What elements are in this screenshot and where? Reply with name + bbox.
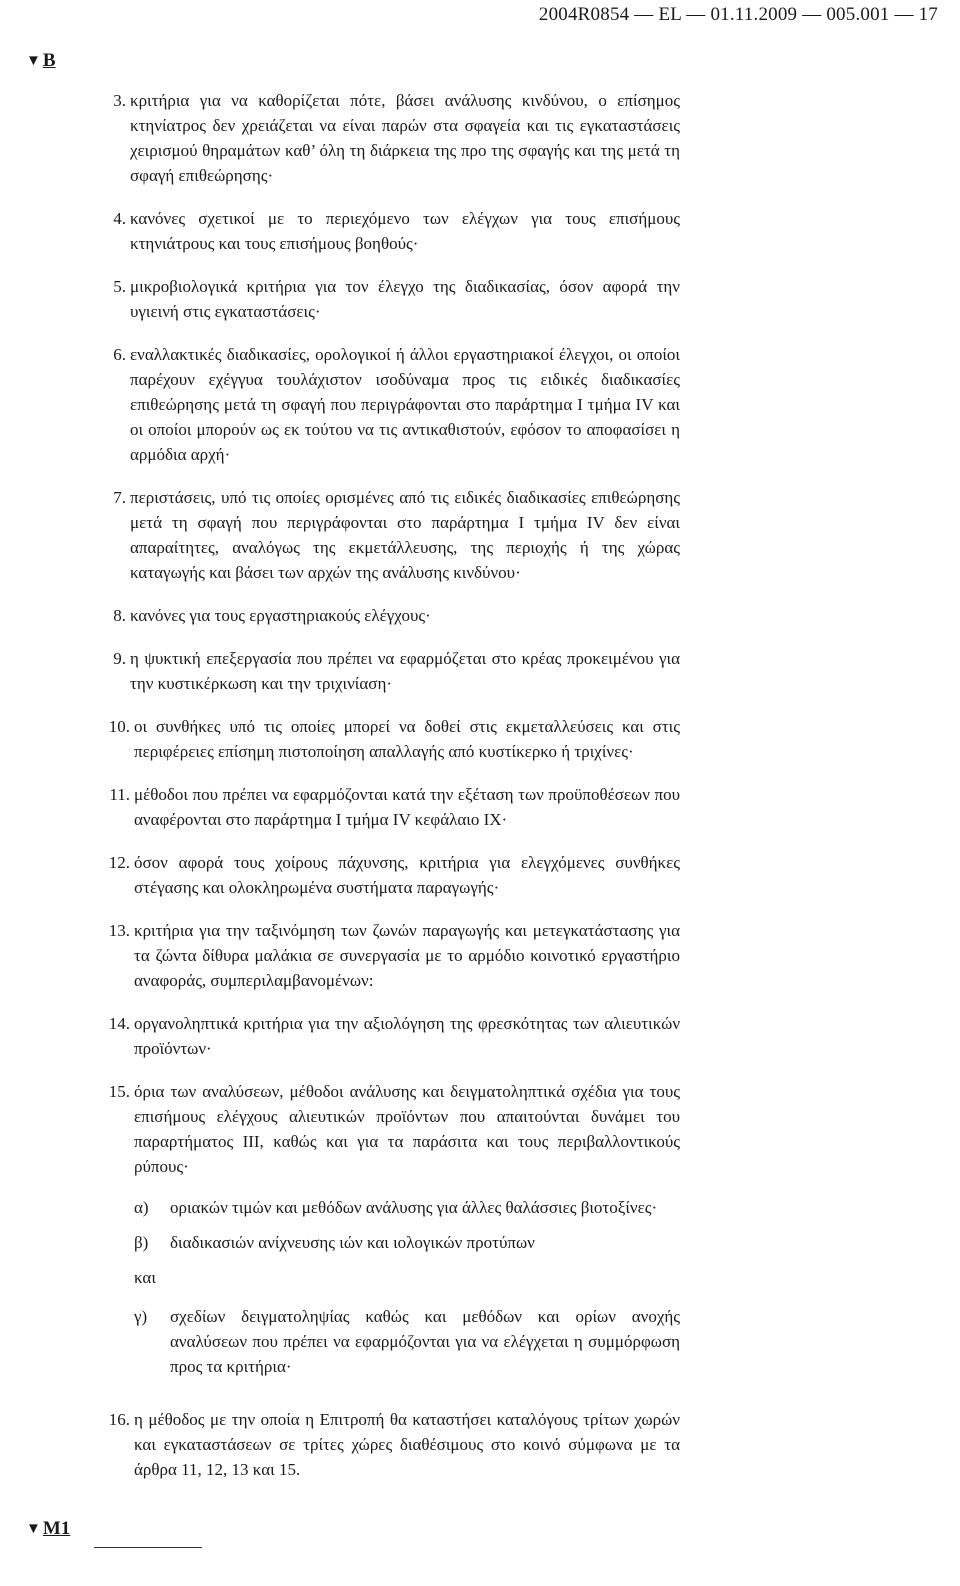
item-text: κριτήρια για την ταξινόμηση των ζωνών παραγωγής και μετεγκατάστασης για τα ζώντα δίθυρα μαλάκια σε συνεργασία με το αρμόδιο κοινοτικό εργαστήριο αναφοράς, συμπεριλαμβανομένων:	[134, 921, 680, 990]
list-item	[92, 850, 680, 900]
list-item	[92, 603, 680, 628]
item-number: 10.	[108, 717, 130, 736]
item-text: κανόνες για τους εργαστηριακούς ελέγχους·	[130, 606, 431, 625]
list-item	[92, 1500, 680, 1525]
list-item	[92, 782, 680, 832]
item-number: 9.	[113, 649, 126, 668]
amendment-marker-m1	[26, 1518, 70, 1540]
sub-list	[134, 1195, 680, 1379]
sub-item-text: οριακών τιμών και μεθόδων ανάλυσης για άλλες θαλάσσιες βιοτοξίνες·	[170, 1198, 658, 1217]
item-number: 15.	[108, 1082, 130, 1101]
amendment-marker-b	[26, 50, 56, 72]
item-text: όρια των αναλύσεων, μέθοδοι ανάλυσης και δειγματοληπτικά σχέδια για τους επισήμους ελέγχους αλιευτικών προϊόντων που απαιτούνται δυνάμει του παραρτήματος III, καθώς και για τα παράσιτα και τους περιβαλλοντικούς ρύπους·	[134, 1082, 680, 1176]
sub-item	[134, 1304, 680, 1379]
list-item	[92, 918, 680, 993]
list-item	[92, 485, 680, 585]
item-number: 8.	[113, 606, 126, 625]
item-text	[130, 1500, 680, 1525]
item-number: 11.	[109, 785, 130, 804]
item-text: η μέθοδος με την οποία η Επιτροπή θα καταστήσει καταλόγους τρίτων χωρών και εγκαταστάσεων σε τρίτες χώρες διαθέσιμους στο κοινό σύμφωνα με τα άρθρα 11, 12, 13 και 15.	[134, 1410, 680, 1479]
deletion-rule	[94, 1547, 202, 1548]
sub-item-label: γ)	[134, 1307, 148, 1326]
list-item	[92, 206, 680, 256]
item-text	[130, 1543, 680, 1568]
list-item	[92, 1407, 680, 1482]
item-text: μέθοδοι που πρέπει να εφαρμόζονται κατά την εξέταση των προϋποθέσεων που αναφέρονται στο παράρτημα I τμήμα IV κεφάλαιο IX·	[134, 785, 680, 829]
item-text: κριτήρια για να καθορίζεται πότε, βάσει ανάλυσης κινδύνου, ο επίσημος κτηνίατρος δεν χρειάζεται να είναι παρών στα σφαγεία και τις εγκαταστάσεις χειρισμού θηραμάτων καθ’ όλη τη διάρκεια της προ της σφαγής και της μετά τη σφαγή επιθεώρησης·	[130, 91, 680, 185]
item-number: 6.	[113, 345, 126, 364]
sub-item-label: β)	[134, 1233, 149, 1252]
item-number: 13.	[108, 921, 130, 940]
sub-item-label: α)	[134, 1198, 149, 1217]
list-item	[92, 88, 680, 188]
item-number: 3.	[113, 91, 126, 110]
item-number: 16.	[108, 1410, 130, 1429]
list-item	[92, 342, 680, 467]
list-item	[92, 646, 680, 696]
triangle-down-icon: ▼	[26, 52, 41, 69]
item-text: οργανοληπτικά κριτήρια για την αξιολόγηση της φρεσκότητας των αλιευτικών προϊόντων·	[134, 1014, 680, 1058]
item-number: 5.	[113, 277, 126, 296]
list-item	[92, 714, 680, 764]
sub-item-text: σχεδίων δειγματοληψίας καθώς και μεθόδων και ορίων ανοχής αναλύσεων που πρέπει να εφαρμόζονται για να ελέγχεται η συμμόρφωση προς τα κριτήρια·	[170, 1307, 680, 1376]
triangle-down-icon: ▼	[26, 1520, 41, 1537]
page-header: 2004R0854 — EL — 01.11.2009 — 005.001 — 17	[538, 4, 938, 25]
item-number: 7.	[113, 488, 126, 507]
list-item	[92, 1079, 680, 1389]
item-number: 14.	[108, 1014, 130, 1033]
marker-label: M1	[42, 1518, 71, 1539]
item-text: περιστάσεις, υπό τις οποίες ορισμένες από τις ειδικές διαδικασίες επιθεώρησης μετά τη σφαγή που περιγράφονται στο παράρτημα I τμήμα IV δεν είναι απαραίτητες, αναλόγως της εκμετάλλευσης, της περιοχής ή της χώρας καταγωγής και βάσει των αρχών της ανάλυσης κινδύνου·	[130, 488, 680, 582]
item-text: οι συνθήκες υπό τις οποίες μπορεί να δοθεί στις εκμεταλλεύσεις και στις περιφέρειες επίσημη πιστοποίηση απαλλαγής από κυστίκερκο ή τριχίνες·	[134, 717, 680, 761]
sub-item	[134, 1230, 680, 1255]
conjunction: και	[134, 1268, 156, 1287]
item-text: κανόνες σχετικοί με το περιεχόμενο των ελέγχων για τους επισήμους κτηνιάτρους και τους επισήμους βοηθούς·	[130, 209, 680, 253]
marker-label: B	[42, 50, 56, 71]
list-item	[92, 274, 680, 324]
article-items	[92, 88, 680, 1586]
item-text: μικροβιολογικά κριτήρια για τον έλεγχο της διαδικασίας, όσον αφορά την υγιεινή στις εγκαταστάσεις·	[130, 277, 680, 321]
item-text: η ψυκτική επεξεργασία που πρέπει να εφαρμόζεται στο κρέας προκειμένου για την κυστικέρκωση και την τριχινίαση·	[130, 649, 680, 693]
list-item	[92, 1011, 680, 1061]
sub-item-text: διαδικασιών ανίχνευσης ιών και ιολογικών προτύπων	[170, 1233, 535, 1252]
item-text: εναλλακτικές διαδικασίες, ορολογικοί ή άλλοι εργαστηριακοί έλεγχοι, οι οποίοι παρέχουν εχέγγυα τουλάχιστον ισοδύναμα προς τις ειδικές διαδικασίες επιθεώρησης μετά τη σφαγή που περιγράφονται στο παράρτημα I τμήμα IV και οι οποίοι μπορούν ως εκ τούτου να τις αντικαθιστούν, εφόσον το αποφασίσει η αρμόδια αρχή·	[130, 345, 680, 464]
item-body	[130, 1079, 680, 1389]
item-number: 4.	[113, 209, 126, 228]
item-text: όσον αφορά τους χοίρους πάχυνσης, κριτήρια για ελεγχόμενες συνθήκες στέγασης και ολοκληρωμένα συστήματα παραγωγής·	[134, 853, 680, 897]
sub-item	[134, 1195, 680, 1220]
item-number: 12.	[108, 853, 130, 872]
